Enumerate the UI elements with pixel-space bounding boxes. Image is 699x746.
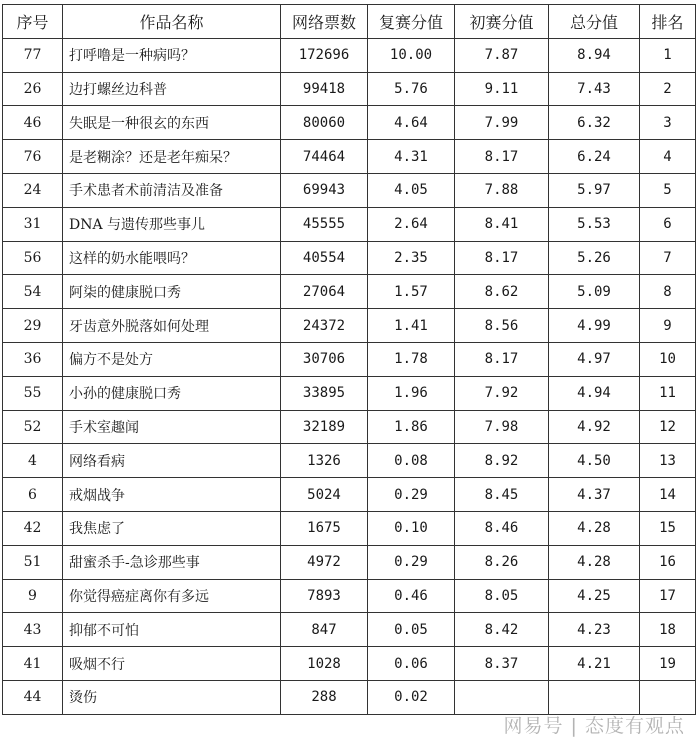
cell-prelim-score: 8.05	[455, 579, 549, 613]
cell-index: 29	[3, 309, 63, 343]
cell-title: 吸烟不行	[63, 647, 281, 681]
cell-votes: 847	[281, 613, 368, 647]
cell-index: 31	[3, 207, 63, 241]
cell-rank: 7	[640, 241, 696, 275]
cell-final-score: 0.46	[368, 579, 455, 613]
cell-total-score: 5.53	[549, 207, 640, 241]
cell-total-score: 4.28	[549, 511, 640, 545]
cell-total-score: 5.09	[549, 275, 640, 309]
table-row	[3, 478, 696, 512]
cell-title: 戒烟战争	[63, 478, 281, 512]
cell-rank: 9	[640, 309, 696, 343]
cell-final-score: 0.29	[368, 545, 455, 579]
cell-rank: 4	[640, 140, 696, 174]
cell-votes: 33895	[281, 376, 368, 410]
cell-title: 网络看病	[63, 444, 281, 478]
cell-final-score: 2.64	[368, 207, 455, 241]
header-row	[3, 5, 696, 39]
cell-votes: 45555	[281, 207, 368, 241]
cell-title: 牙齿意外脱落如何处理	[63, 309, 281, 343]
header-cell-title: 作品名称	[63, 5, 281, 39]
cell-title: 抑郁不可怕	[63, 613, 281, 647]
cell-index: 52	[3, 410, 63, 444]
cell-title: 这样的奶水能喂吗？	[63, 241, 281, 275]
table-row	[3, 207, 696, 241]
cell-index: 46	[3, 106, 63, 140]
cell-rank: 5	[640, 173, 696, 207]
cell-title: DNA 与遗传那些事儿	[63, 207, 281, 241]
cell-prelim-score: 7.88	[455, 173, 549, 207]
cell-rank: 16	[640, 545, 696, 579]
cell-prelim-score: 8.37	[455, 647, 549, 681]
cell-rank: 1	[640, 38, 696, 72]
cell-final-score: 0.08	[368, 444, 455, 478]
header-cell-prelim-score: 初赛分值	[455, 5, 549, 39]
cell-index: 77	[3, 38, 63, 72]
header-cell-rank: 排名	[640, 5, 696, 39]
cell-rank: 11	[640, 376, 696, 410]
results-sheet	[2, 4, 695, 715]
table-row	[3, 275, 696, 309]
table-row	[3, 579, 696, 613]
cell-index: 4	[3, 444, 63, 478]
cell-prelim-score: 8.26	[455, 545, 549, 579]
cell-prelim-score: 7.92	[455, 376, 549, 410]
cell-final-score: 4.64	[368, 106, 455, 140]
cell-rank: 14	[640, 478, 696, 512]
table-row	[3, 647, 696, 681]
cell-index: 44	[3, 680, 63, 714]
cell-votes: 30706	[281, 342, 368, 376]
cell-votes: 80060	[281, 106, 368, 140]
cell-total-score: 4.50	[549, 444, 640, 478]
table-row	[3, 241, 696, 275]
cell-title: 我焦虑了	[63, 511, 281, 545]
cell-prelim-score: 7.87	[455, 38, 549, 72]
cell-index: 36	[3, 342, 63, 376]
cell-index: 56	[3, 241, 63, 275]
cell-total-score: 4.21	[549, 647, 640, 681]
header-cell-index: 序号	[3, 5, 63, 39]
cell-votes: 288	[281, 680, 368, 714]
cell-total-score: 4.94	[549, 376, 640, 410]
cell-index: 26	[3, 72, 63, 106]
cell-rank: 19	[640, 647, 696, 681]
cell-total-score: 6.32	[549, 106, 640, 140]
table-header	[3, 5, 696, 39]
cell-votes: 1326	[281, 444, 368, 478]
cell-total-score: 5.26	[549, 241, 640, 275]
cell-title: 小孙的健康脱口秀	[63, 376, 281, 410]
cell-index: 9	[3, 579, 63, 613]
table-row	[3, 309, 696, 343]
cell-total-score: 6.24	[549, 140, 640, 174]
cell-rank: 10	[640, 342, 696, 376]
cell-total-score: 4.99	[549, 309, 640, 343]
cell-total-score: 4.28	[549, 545, 640, 579]
cell-prelim-score: 8.62	[455, 275, 549, 309]
cell-index: 6	[3, 478, 63, 512]
cell-title: 偏方不是处方	[63, 342, 281, 376]
cell-title: 手术室趣闻	[63, 410, 281, 444]
source-watermark: 网易号 | 态度有观点	[503, 715, 685, 737]
cell-total-score: 5.97	[549, 173, 640, 207]
cell-index: 51	[3, 545, 63, 579]
cell-final-score: 0.29	[368, 478, 455, 512]
cell-final-score: 4.05	[368, 173, 455, 207]
cell-final-score: 0.05	[368, 613, 455, 647]
cell-final-score: 0.02	[368, 680, 455, 714]
cell-prelim-score: 9.11	[455, 72, 549, 106]
table-row	[3, 140, 696, 174]
cell-prelim-score: 8.42	[455, 613, 549, 647]
table-row	[3, 511, 696, 545]
cell-votes: 40554	[281, 241, 368, 275]
cell-prelim-score: 8.92	[455, 444, 549, 478]
header-cell-total-score: 总分值	[549, 5, 640, 39]
cell-final-score: 2.35	[368, 241, 455, 275]
cell-final-score: 1.86	[368, 410, 455, 444]
cell-total-score: 8.94	[549, 38, 640, 72]
cell-final-score: 4.31	[368, 140, 455, 174]
cell-title: 甜蜜杀手-急诊那些事	[63, 545, 281, 579]
header-cell-final-score: 复赛分值	[368, 5, 455, 39]
cell-index: 42	[3, 511, 63, 545]
cell-rank	[640, 680, 696, 714]
cell-total-score: 4.25	[549, 579, 640, 613]
cell-rank: 2	[640, 72, 696, 106]
cell-votes: 74464	[281, 140, 368, 174]
cell-final-score: 1.57	[368, 275, 455, 309]
cell-total-score: 4.97	[549, 342, 640, 376]
header-cell-votes: 网络票数	[281, 5, 368, 39]
cell-title: 烫伤	[63, 680, 281, 714]
cell-prelim-score: 8.17	[455, 241, 549, 275]
cell-rank: 13	[640, 444, 696, 478]
cell-prelim-score: 7.99	[455, 106, 549, 140]
cell-final-score: 1.41	[368, 309, 455, 343]
cell-index: 24	[3, 173, 63, 207]
table-row	[3, 410, 696, 444]
cell-index: 41	[3, 647, 63, 681]
cell-rank: 15	[640, 511, 696, 545]
cell-total-score: 7.43	[549, 72, 640, 106]
cell-index: 76	[3, 140, 63, 174]
table-row	[3, 444, 696, 478]
cell-title: 失眠是一种很玄的东西	[63, 106, 281, 140]
cell-total-score: 4.23	[549, 613, 640, 647]
cell-final-score: 1.78	[368, 342, 455, 376]
cell-final-score: 0.06	[368, 647, 455, 681]
table-row	[3, 680, 696, 714]
table-row	[3, 38, 696, 72]
cell-total-score	[549, 680, 640, 714]
cell-prelim-score: 8.46	[455, 511, 549, 545]
cell-prelim-score: 7.98	[455, 410, 549, 444]
table-row	[3, 545, 696, 579]
cell-final-score: 5.76	[368, 72, 455, 106]
table-row	[3, 613, 696, 647]
table-row	[3, 173, 696, 207]
cell-title: 打呼噜是一种病吗？	[63, 38, 281, 72]
cell-final-score: 10.00	[368, 38, 455, 72]
cell-prelim-score: 8.41	[455, 207, 549, 241]
cell-index: 55	[3, 376, 63, 410]
table-row	[3, 376, 696, 410]
cell-final-score: 1.96	[368, 376, 455, 410]
cell-index: 43	[3, 613, 63, 647]
cell-votes: 24372	[281, 309, 368, 343]
cell-prelim-score: 8.45	[455, 478, 549, 512]
cell-rank: 12	[640, 410, 696, 444]
cell-votes: 99418	[281, 72, 368, 106]
cell-prelim-score: 8.17	[455, 140, 549, 174]
cell-title: 是老糊涂？还是老年痴呆？	[63, 140, 281, 174]
table-row	[3, 106, 696, 140]
cell-final-score: 0.10	[368, 511, 455, 545]
cell-votes: 7893	[281, 579, 368, 613]
cell-votes: 27064	[281, 275, 368, 309]
cell-rank: 8	[640, 275, 696, 309]
cell-votes: 69943	[281, 173, 368, 207]
cell-prelim-score: 8.17	[455, 342, 549, 376]
cell-votes: 32189	[281, 410, 368, 444]
cell-votes: 4972	[281, 545, 368, 579]
table-row	[3, 72, 696, 106]
ranking-table	[2, 4, 696, 715]
cell-votes: 172696	[281, 38, 368, 72]
cell-title: 边打螺丝边科普	[63, 72, 281, 106]
table-body	[3, 38, 696, 714]
cell-rank: 17	[640, 579, 696, 613]
cell-votes: 1675	[281, 511, 368, 545]
cell-title: 阿柒的健康脱口秀	[63, 275, 281, 309]
cell-rank: 18	[640, 613, 696, 647]
cell-votes: 1028	[281, 647, 368, 681]
cell-prelim-score	[455, 680, 549, 714]
cell-title: 你觉得癌症离你有多远	[63, 579, 281, 613]
cell-rank: 3	[640, 106, 696, 140]
cell-votes: 5024	[281, 478, 368, 512]
cell-index: 54	[3, 275, 63, 309]
cell-title: 手术患者术前清洁及准备	[63, 173, 281, 207]
cell-prelim-score: 8.56	[455, 309, 549, 343]
cell-total-score: 4.92	[549, 410, 640, 444]
cell-rank: 6	[640, 207, 696, 241]
table-row	[3, 342, 696, 376]
cell-total-score: 4.37	[549, 478, 640, 512]
